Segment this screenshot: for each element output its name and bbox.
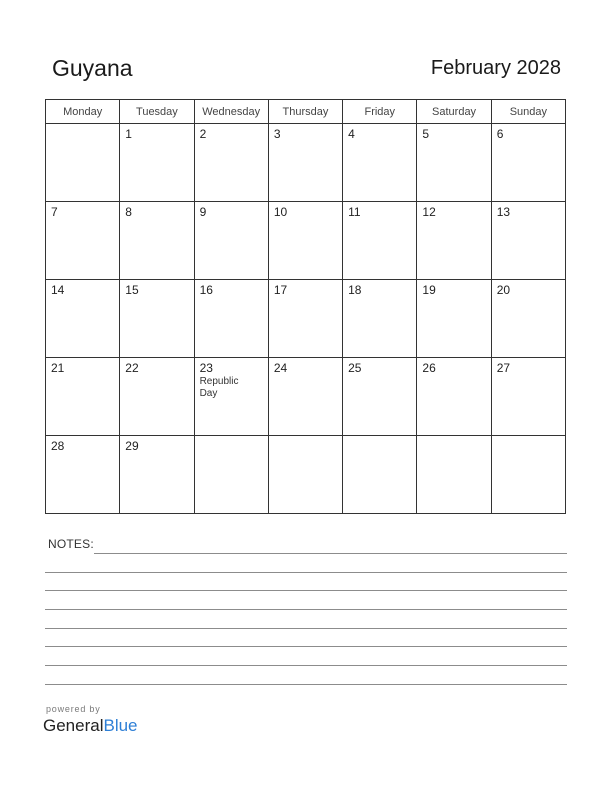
day-number: 22: [125, 361, 139, 375]
day-cell[interactable]: [268, 124, 342, 202]
note-line: [45, 572, 567, 573]
day-cell-content: [120, 124, 193, 144]
day-cell[interactable]: [46, 202, 120, 280]
day-cell[interactable]: [417, 358, 491, 436]
day-cell[interactable]: [120, 124, 194, 202]
day-cell-content: [195, 436, 268, 442]
brand-general: General: [43, 716, 104, 735]
day-cell-content: [343, 124, 416, 144]
day-cell-content: [269, 358, 342, 378]
day-cell[interactable]: [268, 358, 342, 436]
day-cell-content: [492, 280, 565, 300]
day-cell[interactable]: [491, 202, 565, 280]
day-cell[interactable]: [417, 280, 491, 358]
day-cell[interactable]: [46, 358, 120, 436]
day-number: 4: [348, 127, 355, 141]
weekday-header: Friday: [343, 100, 417, 124]
week-row: [46, 358, 566, 436]
day-cell[interactable]: [343, 358, 417, 436]
day-cell[interactable]: [491, 436, 565, 514]
day-number: 19: [422, 283, 436, 297]
day-cell[interactable]: [491, 124, 565, 202]
day-number: 9: [199, 205, 207, 219]
day-number: 5: [422, 127, 430, 141]
day-cell[interactable]: [268, 280, 342, 358]
day-cell[interactable]: [417, 124, 491, 202]
week-row: [46, 280, 566, 358]
day-cell[interactable]: [491, 358, 565, 436]
day-number: 27: [496, 361, 511, 375]
day-cell-content: [492, 202, 565, 222]
day-cell-content: [417, 436, 490, 442]
day-cell-content: [120, 358, 193, 378]
day-cell[interactable]: [194, 202, 268, 280]
day-cell-content: [343, 358, 416, 378]
day-cell-content: [46, 124, 119, 130]
day-number: 8: [125, 205, 132, 219]
day-number: 24: [273, 361, 288, 375]
day-number: 11: [348, 205, 361, 219]
day-cell-content: [195, 202, 268, 222]
day-number: 15: [125, 283, 139, 297]
day-cell[interactable]: [194, 436, 268, 514]
holiday-label: Republic Day: [199, 376, 239, 399]
day-cell-content: [417, 124, 490, 144]
month-title: February 2028: [430, 57, 561, 79]
day-cell-content: [46, 436, 119, 456]
brand-logo[interactable]: [43, 716, 138, 736]
note-line: [45, 590, 567, 591]
day-cell-content: [492, 436, 565, 442]
day-number: 12: [422, 205, 436, 219]
day-cell-content: [343, 436, 416, 442]
week-row: [46, 436, 566, 514]
day-number: 28: [51, 439, 65, 453]
day-number: 6: [496, 127, 504, 141]
day-cell-content: [195, 280, 268, 300]
day-number: 2: [199, 127, 207, 141]
weekday-header: Thursday: [268, 100, 342, 124]
day-cell[interactable]: [343, 202, 417, 280]
day-cell-content: [343, 202, 416, 222]
day-cell[interactable]: [343, 280, 417, 358]
day-cell-content: [46, 202, 119, 222]
note-line: [45, 609, 567, 610]
day-number: 3: [273, 127, 281, 141]
note-line: [45, 665, 567, 666]
country-title: Guyana: [52, 55, 133, 81]
day-cell[interactable]: [120, 202, 194, 280]
day-number: 1: [125, 127, 132, 141]
day-number: 25: [348, 361, 362, 375]
day-cell[interactable]: [268, 202, 342, 280]
day-cell[interactable]: [491, 280, 565, 358]
day-cell[interactable]: [343, 436, 417, 514]
day-cell-content: [269, 280, 342, 300]
day-cell-content: [120, 436, 193, 456]
day-cell-content: [492, 124, 565, 144]
brand-blue: Blue: [103, 716, 138, 735]
day-cell-content: [195, 358, 268, 403]
day-cell[interactable]: [343, 124, 417, 202]
day-cell-content: [120, 280, 193, 300]
day-cell-content: [417, 280, 490, 300]
note-line: [94, 553, 567, 554]
note-line: [45, 646, 567, 647]
day-cell-content: [492, 358, 565, 378]
day-cell[interactable]: [46, 124, 120, 202]
day-cell[interactable]: [194, 124, 268, 202]
day-number: 17: [273, 283, 288, 297]
weekday-header: Wednesday: [194, 100, 268, 124]
day-cell-content: [195, 124, 268, 144]
day-cell-content: [269, 436, 342, 442]
day-cell-content: [120, 202, 193, 222]
day-number: 26: [422, 361, 436, 375]
day-number: 21: [51, 361, 65, 375]
calendar-grid: [45, 99, 566, 514]
weekday-header: Saturday: [417, 100, 491, 124]
note-line: [45, 628, 567, 629]
day-cell-content: [46, 358, 119, 378]
day-number: 18: [348, 283, 362, 297]
day-number: 23: [199, 361, 213, 375]
day-cell[interactable]: [417, 436, 491, 514]
day-number: 14: [51, 283, 65, 297]
note-line: [45, 684, 567, 685]
day-cell[interactable]: [194, 358, 268, 436]
weekday-header-row: [46, 100, 566, 124]
week-row: [46, 202, 566, 280]
day-cell-content: [417, 202, 490, 222]
day-cell[interactable]: [417, 202, 491, 280]
calendar-body: [46, 124, 566, 514]
day-number: 29: [125, 439, 139, 453]
day-number: 7: [51, 205, 58, 219]
day-cell[interactable]: [120, 358, 194, 436]
day-cell[interactable]: [120, 280, 194, 358]
day-cell[interactable]: [268, 436, 342, 514]
week-row: [46, 124, 566, 202]
day-cell-content: [269, 202, 342, 222]
notes-label: NOTES:: [48, 537, 94, 551]
day-cell-content: [343, 280, 416, 300]
day-cell-content: [46, 280, 119, 300]
day-number: 16: [199, 283, 213, 297]
day-cell-content: [269, 124, 342, 144]
day-number: 10: [273, 205, 288, 219]
weekday-header: Sunday: [491, 100, 565, 124]
day-cell[interactable]: [120, 436, 194, 514]
powered-by-text: powered by: [46, 704, 101, 714]
day-cell[interactable]: [194, 280, 268, 358]
day-number: 20: [496, 283, 511, 297]
day-number: 13: [496, 205, 511, 219]
day-cell-content: [417, 358, 490, 378]
weekday-header: Tuesday: [120, 100, 194, 124]
day-cell[interactable]: [46, 436, 120, 514]
day-cell[interactable]: [46, 280, 120, 358]
weekday-header: Monday: [46, 100, 120, 124]
